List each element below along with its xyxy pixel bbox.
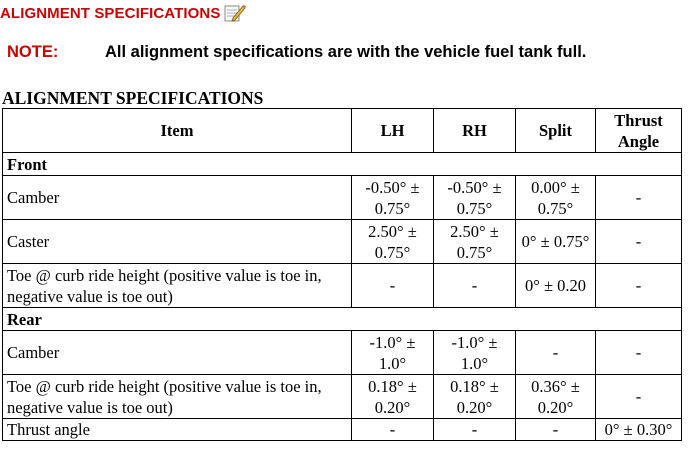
table-row <box>3 176 682 220</box>
cell-item: Thrust angle <box>3 419 352 441</box>
cell-rh: 0.18° ± 0.20° <box>434 375 516 419</box>
cell-item: Caster <box>3 220 352 264</box>
cell-split: 0° ± 0.20 <box>516 264 596 308</box>
section-front: Front <box>3 153 682 176</box>
header-split: Split <box>516 109 596 153</box>
cell-rh: -1.0° ± 1.0° <box>434 331 516 375</box>
cell-lh: 0.18° ± 0.20° <box>352 375 434 419</box>
header-lh: LH <box>352 109 434 153</box>
cell-item: Camber <box>3 176 352 220</box>
cell-item: Toe @ curb ride height (positive value is toe in, negative value is toe out) <box>3 375 352 419</box>
header-rh: RH <box>434 109 516 153</box>
cell-rh: 2.50° ± 0.75° <box>434 220 516 264</box>
cell-split: 0.36° ± 0.20° <box>516 375 596 419</box>
cell-lh: 2.50° ± 0.75° <box>352 220 434 264</box>
table-row <box>3 331 682 375</box>
cell-split: - <box>516 419 596 441</box>
cell-thrust: 0° ± 0.30° <box>596 419 682 441</box>
cell-lh: -1.0° ± 1.0° <box>352 331 434 375</box>
section-rear: Rear <box>3 308 682 331</box>
cell-split: - <box>516 331 596 375</box>
note-text: All alignment specifications are with the vehicle fuel tank full. <box>105 43 587 61</box>
cell-lh: -0.50° ± 0.75° <box>352 176 434 220</box>
cell-rh: - <box>434 264 516 308</box>
table-row <box>3 375 682 419</box>
page-header <box>0 2 246 24</box>
header-item: Item <box>3 109 352 153</box>
cell-item: Toe @ curb ride height (positive value is toe in, negative value is toe out) <box>3 264 352 308</box>
table-title: ALIGNMENT SPECIFICATIONS <box>2 88 264 108</box>
table-row <box>3 419 682 441</box>
alignment-spec-table <box>2 108 682 441</box>
cell-thrust: - <box>596 176 682 220</box>
cell-thrust: - <box>596 375 682 419</box>
cell-thrust: - <box>596 220 682 264</box>
cell-rh: -0.50° ± 0.75° <box>434 176 516 220</box>
note <box>7 43 586 62</box>
edit-note-icon[interactable] <box>224 3 246 23</box>
header-thrust-angle: Thrust Angle <box>596 109 682 153</box>
page-title: ALIGNMENT SPECIFICATIONS <box>0 4 221 22</box>
cell-lh: - <box>352 419 434 441</box>
cell-split: 0° ± 0.75° <box>516 220 596 264</box>
cell-split: 0.00° ± 0.75° <box>516 176 596 220</box>
cell-lh: - <box>352 264 434 308</box>
cell-rh: - <box>434 419 516 441</box>
cell-thrust: - <box>596 264 682 308</box>
cell-thrust: - <box>596 331 682 375</box>
table-row <box>3 264 682 308</box>
table-row <box>3 220 682 264</box>
note-label: NOTE: <box>7 43 59 61</box>
cell-item: Camber <box>3 331 352 375</box>
